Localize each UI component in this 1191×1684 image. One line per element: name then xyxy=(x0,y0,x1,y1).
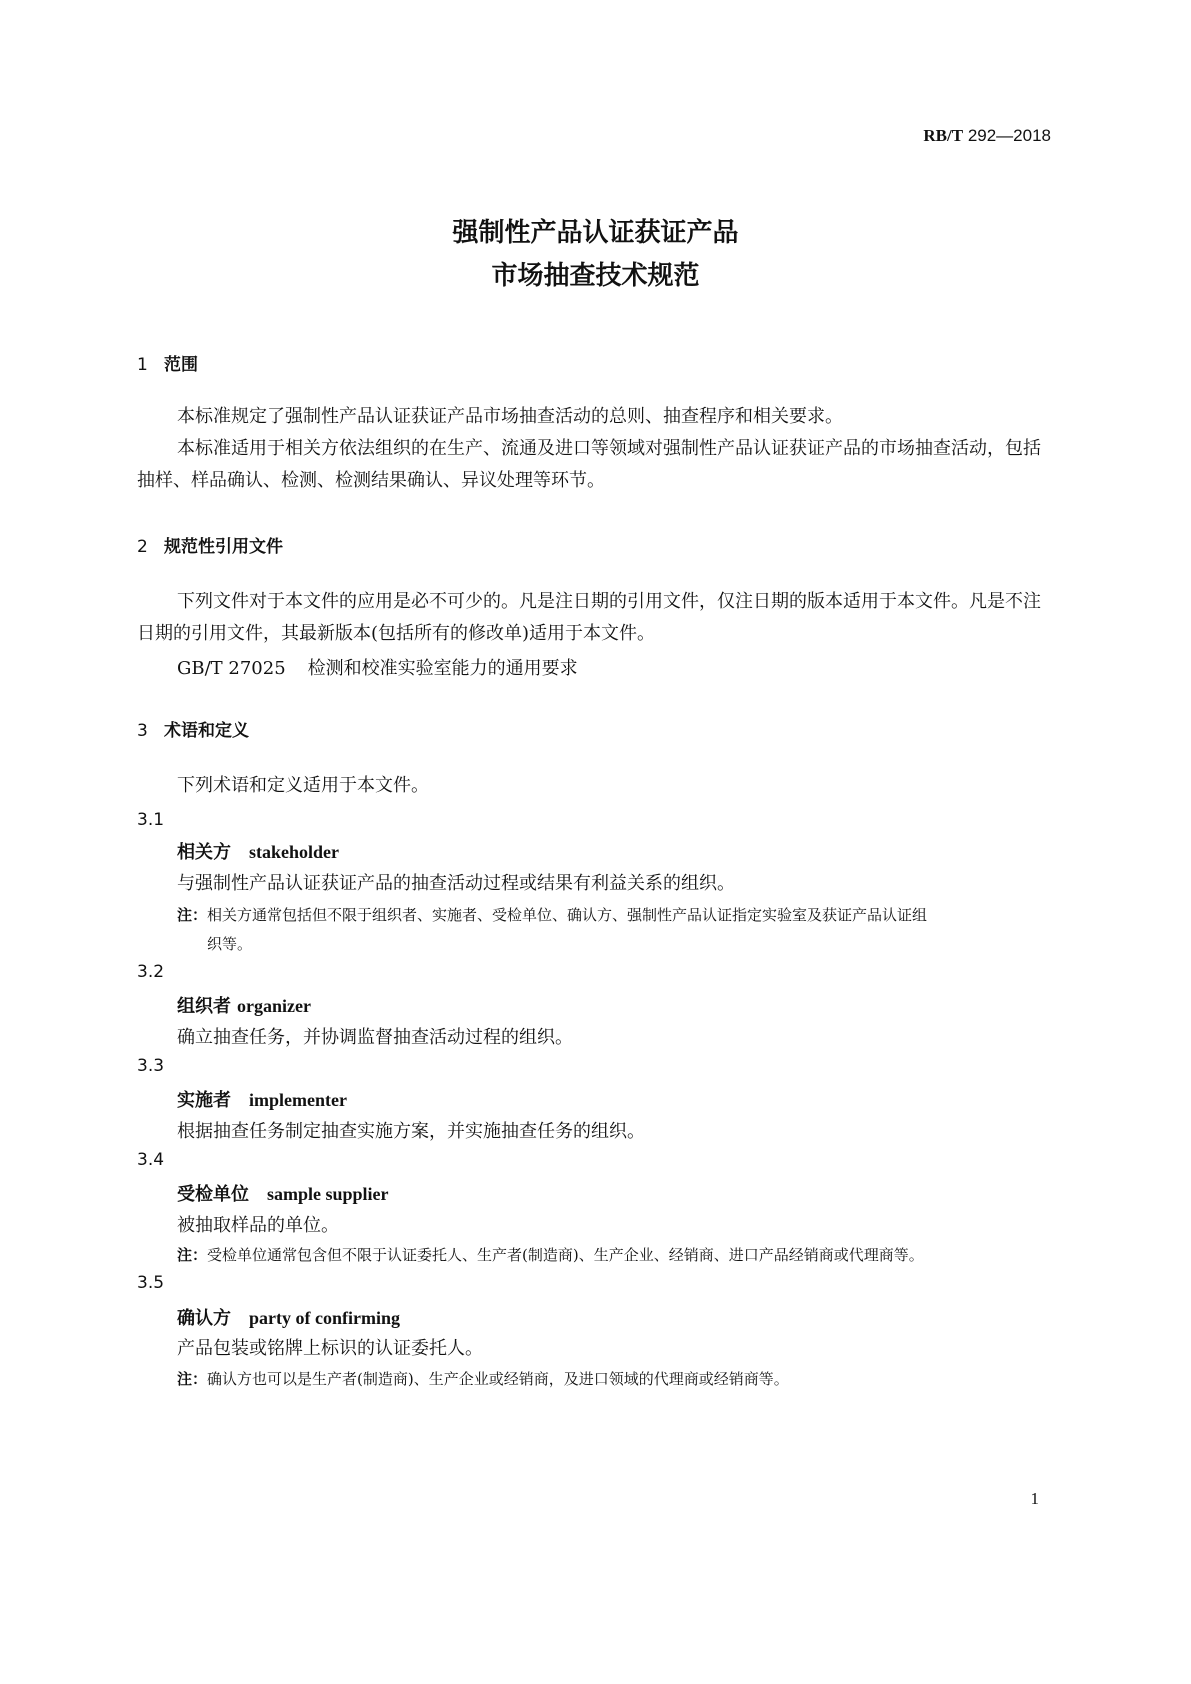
term-zh: 确认方 xyxy=(177,1308,231,1329)
section-heading-terms xyxy=(137,716,249,741)
standard-code-prefix: RB/T xyxy=(923,126,964,145)
term-definition: 根据抽查任务制定抽查实施方案，并实施抽查任务的组织。 xyxy=(177,1121,645,1142)
reference-title: 检测和校准实验室能力的通用要求 xyxy=(307,658,578,679)
term-heading xyxy=(177,1086,347,1112)
terms-intro: 下列术语和定义适用于本文件。 xyxy=(177,775,429,796)
term-definition: 与强制性产品认证获证产品的抽查活动过程或结果有利益关系的组织。 xyxy=(177,873,735,894)
document-title-line1: 强制性产品认证获证产品 xyxy=(452,218,739,248)
section-heading-references xyxy=(137,532,283,557)
term-heading xyxy=(177,1304,400,1330)
note-text-line1: 相关方通常包括但不限于组织者、实施者、受检单位、确认方、强制性产品认证指定实验室及获证产品认证组 xyxy=(207,906,928,924)
note-label: 注： xyxy=(177,1370,208,1388)
section-title: 规范性引用文件 xyxy=(164,537,283,557)
term-en: implementer xyxy=(249,1090,347,1110)
clause-number: 3.4 xyxy=(137,1150,165,1170)
term-definition: 确立抽查任务，并协调监督抽查活动过程的组织。 xyxy=(177,1027,573,1048)
document-title-line2: 市场抽查技术规范 xyxy=(491,261,700,291)
standard-code xyxy=(923,126,1051,146)
section-heading-scope xyxy=(137,350,198,375)
term-zh: 受检单位 xyxy=(177,1184,249,1205)
section-number: 3 xyxy=(137,721,148,741)
note-text-line2: 织等。 xyxy=(207,935,253,953)
clause-number: 3.2 xyxy=(137,962,165,982)
term-en: organizer xyxy=(237,996,311,1016)
clause-number: 3.1 xyxy=(137,810,165,830)
term-en: stakeholder xyxy=(249,842,339,862)
clause-number: 3.5 xyxy=(137,1273,165,1293)
term-heading xyxy=(177,838,339,864)
page-number: 1 xyxy=(1030,1489,1039,1508)
scope-paragraph-2: 本标准适用于相关方依法组织的在生产、流通及进口等领域对强制性产品认证获证产品的市场抽查活动，包括抽样、样品确认、检测、检测结果确认、异议处理等环节。 xyxy=(137,438,1041,491)
note-text-line1: 受检单位通常包含但不限于认证委托人、生产者(制造商)、生产企业、经销商、进口产品经销商或代理商等。 xyxy=(207,1246,924,1264)
note-text-line1: 确认方也可以是生产者(制造商)、生产企业或经销商，及进口领域的代理商或经销商等。 xyxy=(207,1370,789,1388)
term-en: party of confirming xyxy=(249,1308,400,1328)
standard-code-number: 292—2018 xyxy=(967,126,1051,145)
term-zh: 相关方 xyxy=(177,842,231,863)
term-note xyxy=(177,1365,1059,1394)
section-title: 范围 xyxy=(164,355,198,375)
note-label: 注： xyxy=(177,1246,208,1264)
term-definition: 产品包装或铭牌上标识的认证委托人。 xyxy=(177,1338,483,1359)
term-note xyxy=(177,1241,1059,1270)
term-zh: 组织者 xyxy=(177,996,231,1017)
term-heading xyxy=(177,992,311,1018)
term-note xyxy=(177,901,1059,959)
term-definition: 被抽取样品的单位。 xyxy=(177,1215,339,1236)
clause-number: 3.3 xyxy=(137,1056,165,1076)
reference-item xyxy=(177,654,578,680)
term-en: sample supplier xyxy=(267,1184,389,1204)
section-number: 2 xyxy=(137,537,148,557)
note-label: 注： xyxy=(177,906,208,924)
reference-code: GB/T 27025 xyxy=(177,658,286,679)
term-zh: 实施者 xyxy=(177,1090,231,1111)
scope-paragraph-1: 本标准规定了强制性产品认证获证产品市场抽查活动的总则、抽查程序和相关要求。 xyxy=(177,406,843,427)
references-intro: 下列文件对于本文件的应用是必不可少的。凡是注日期的引用文件，仅注日期的版本适用于本文件。凡是不注日期的引用文件，其最新版本(包括所有的修改单)适用于本文件。 xyxy=(137,591,1041,644)
section-number: 1 xyxy=(137,355,148,375)
term-heading xyxy=(177,1180,389,1206)
section-title: 术语和定义 xyxy=(164,721,249,741)
